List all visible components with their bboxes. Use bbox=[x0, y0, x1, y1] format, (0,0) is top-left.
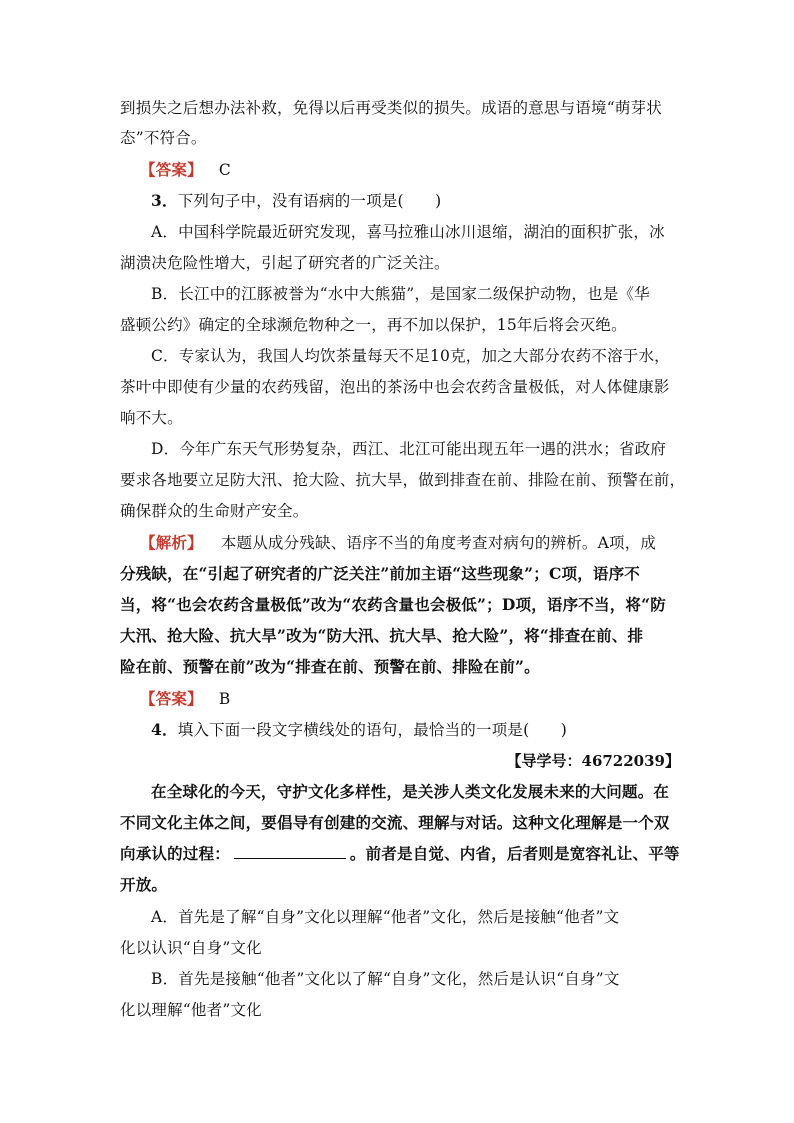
q3-option-a-line-1: A．中国科学院最近研究发现，喜马拉雅山冰川退缩，湖泊的面积扩张，冰 bbox=[151, 223, 665, 241]
analysis-line-4: 大汛、抢大险、抗大旱”改为“防大汛、抗大旱、抢大险”，将“排查在前、排 bbox=[120, 626, 644, 645]
analysis-label: 【解析】 bbox=[140, 533, 203, 552]
answer-label: 【答案】 bbox=[140, 689, 203, 708]
q4-option-a-line-2: 化以认识“自身”文化 bbox=[120, 939, 262, 957]
guide-number: 【导学号：46722039】 bbox=[506, 752, 680, 770]
question-stem: 下列句子中，没有语病的一项是( ) bbox=[177, 192, 442, 210]
answer-letter: C bbox=[218, 161, 231, 179]
analysis-line-1 bbox=[140, 533, 700, 553]
question-4-stem bbox=[151, 720, 711, 740]
answer-label: 【答案】 bbox=[140, 160, 203, 179]
q4-option-b-line-2: 化以理解“他者”文化 bbox=[120, 1001, 262, 1019]
q3-option-b-line-1: B．长江中的江豚被誉为“水中大熊猫”，是国家二级保护动物，也是《华 bbox=[151, 285, 650, 303]
q3-option-c-line-2: 茶叶中即使有少量的农药残留，泡出的茶汤中也会农药含量极低，对人体健康影 bbox=[120, 378, 670, 396]
q3-option-d-line-3: 确保群众的生命财产安全。 bbox=[120, 502, 309, 520]
q3-option-d-line-2: 要求各地要立足防大汛、抢大险、抗大旱，做到排查在前、排险在前、预警在前， bbox=[120, 471, 686, 489]
analysis-line-3: 当，将“也会农药含量极低”改为“农药含量也会极低”；D项，语序不当，将“防 bbox=[120, 595, 666, 614]
q3-option-c-line-3: 响不大。 bbox=[120, 409, 183, 427]
question-number: 4． bbox=[151, 720, 178, 739]
question-3-stem bbox=[151, 191, 711, 211]
q4-passage-line-4: 开放。 bbox=[120, 875, 168, 894]
analysis-text: 本题从成分残缺、语序不当的角度考查对病句的辨析。A项，成 bbox=[220, 534, 657, 552]
passage-text: 向承认的过程： bbox=[120, 844, 230, 863]
q4-passage-line-3 bbox=[120, 844, 680, 864]
q4-passage-line-1: 在全球化的今天，守护文化多样性，是关涉人类文化发展未来的大问题。在 bbox=[151, 782, 670, 801]
question-number: 3． bbox=[151, 191, 178, 210]
q3-option-c-line-1: C．专家认为，我国人均饮茶量每天不足10克，加之大部分农药不溶于水， bbox=[151, 347, 670, 365]
q4-option-a-line-1: A．首先是了解“自身”文化以理解“他者”文化，然后是接触“他者”文 bbox=[151, 908, 620, 926]
q3-option-d-line-1: D．今年广东天气形势复杂，西江、北江可能出现五年一遇的洪水；省政府 bbox=[151, 440, 667, 458]
passage-text: 。前者是自觉、内省，后者则是宽容礼让、平等 bbox=[349, 844, 680, 863]
q4-passage-line-2: 不同文化主体之间，要倡导有创建的交流、理解与对话。这种文化理解是一个双 bbox=[120, 813, 670, 832]
analysis-line-5: 险在前、预警在前”改为“排查在前、预警在前、排险在前”。 bbox=[120, 657, 540, 676]
q3-option-b-line-2: 盛顿公约》确定的全球濒危物种之一，再不加以保护，15年后将会灭绝。 bbox=[120, 316, 627, 334]
prev-text-line-2: 态”不符合。 bbox=[120, 129, 207, 147]
q4-option-b-line-1: B．首先是接触“他者”文化以了解“自身”文化，然后是认识“自身”文 bbox=[151, 970, 620, 988]
q3-option-a-line-2: 湖溃决危险性增大，引起了研究者的广泛关注。 bbox=[120, 254, 450, 272]
analysis-line-2: 分残缺，在“引起了研究者的广泛关注”前加主语“这些现象”；C项，语序不 bbox=[120, 564, 641, 583]
answer-row-q2 bbox=[140, 160, 700, 180]
fill-blank bbox=[234, 844, 346, 859]
question-stem: 填入下面一段文字横线处的语句，最恰当的一项是( ) bbox=[177, 721, 567, 739]
answer-letter: B bbox=[218, 690, 231, 708]
answer-row-q3 bbox=[140, 689, 700, 709]
prev-text-line-1: 到损失之后想办法补救，免得以后再受类似的损失。成语的意思与语境“萌芽状 bbox=[120, 99, 662, 117]
